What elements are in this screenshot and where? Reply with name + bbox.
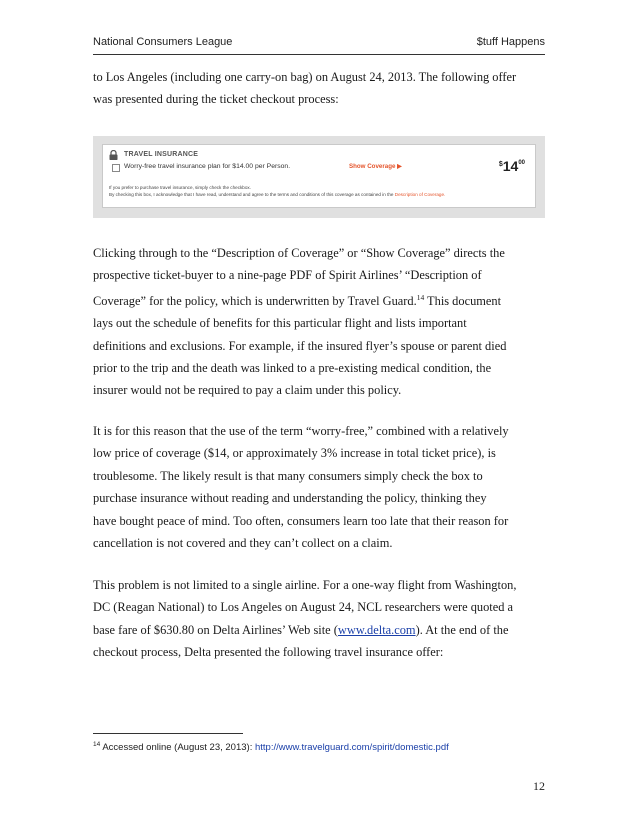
text-line: have bought peace of mind. Too often, consumers learn too late that their reason for bbox=[93, 513, 509, 528]
paragraph-1 bbox=[93, 66, 545, 111]
insurance-agreement-text bbox=[109, 192, 445, 197]
lock-icon bbox=[109, 150, 118, 160]
header-title: $tuff Happens bbox=[476, 36, 545, 48]
footnote-ref: 14 bbox=[416, 292, 425, 302]
paragraph-3 bbox=[93, 420, 545, 554]
text-line: definitions and exclusions. For example, if the insured flyer’s spouse or parent died bbox=[93, 338, 507, 353]
insurance-price bbox=[499, 158, 525, 176]
show-coverage-link[interactable]: Show Coverage ▶ bbox=[349, 163, 402, 170]
footnote-url-link[interactable]: http://www.travelguard.com/spirit/domestic.pdf bbox=[254, 742, 449, 753]
delta-website-link[interactable]: www.delta.com bbox=[337, 622, 416, 637]
text-line: cancellation is not covered and they can’t collect on a claim. bbox=[93, 536, 393, 551]
text-line: prior to the trip and the death was linked to a pre-existing medical condition, the bbox=[93, 361, 492, 376]
insurance-fine-print: If you prefer to purchase travel insurance, simply check the checkbox. bbox=[109, 185, 251, 190]
text-line: was presented during the ticket checkout process: bbox=[93, 92, 339, 107]
price-dollars: 14 bbox=[502, 158, 519, 174]
price-cents: 00 bbox=[518, 160, 525, 166]
agreement-text: By checking this box, I acknowledge that I have read, understand and agree to the terms and conditions of this coverage as contained in the bbox=[109, 192, 394, 197]
text-fragment: base fare of $630.80 on Delta Airlines’ Web site ( bbox=[93, 622, 338, 637]
text-line: Clicking through to the “Description of Coverage” or “Show Coverage” directs the bbox=[93, 246, 505, 260]
footnote-rule bbox=[93, 733, 243, 734]
text-line: troublesome. The likely result is that many consumers simply check the box to bbox=[93, 468, 483, 483]
text-fragment: ). At the end of the bbox=[415, 622, 509, 637]
text-line: to Los Angeles (including one carry-on bag) on August 24, 2013. The following offer bbox=[93, 70, 517, 84]
paragraph-4 bbox=[93, 574, 545, 664]
header-rule bbox=[93, 54, 545, 55]
text-line: checkout process, Delta presented the following travel insurance offer: bbox=[93, 645, 444, 660]
price-currency: $ bbox=[498, 161, 503, 168]
text-line bbox=[93, 287, 545, 312]
text-fragment: This document bbox=[424, 293, 502, 308]
text-line: It is for this reason that the use of the term “worry-free,” combined with a relatively bbox=[93, 424, 509, 438]
description-of-coverage-link[interactable]: Description of Coverage. bbox=[394, 192, 446, 197]
text-line: DC (Reagan National) to Los Angeles on August 24, NCL researchers were quoted a bbox=[93, 600, 514, 615]
text-fragment: Coverage” for the policy, which is underwritten by Travel Guard. bbox=[93, 293, 417, 308]
footnote-text: Accessed online (August 23, 2013): bbox=[100, 742, 255, 753]
insurance-offer-screenshot bbox=[93, 136, 545, 218]
text-line: prospective ticket-buyer to a nine-page PDF of Spirit Airlines’ “Description of bbox=[93, 268, 482, 283]
insurance-checkbox[interactable] bbox=[112, 164, 120, 172]
text-line: purchase insurance without reading and understanding the policy, thinking they bbox=[93, 491, 487, 506]
text-line bbox=[93, 619, 545, 641]
insurance-offer-text: Worry-free travel insurance plan for $14.00 per Person. bbox=[124, 163, 291, 170]
text-line: low price of coverage ($14, or approximately 3% increase in total ticket price), is bbox=[93, 446, 496, 461]
header-organization: National Consumers League bbox=[93, 36, 233, 48]
footnote-14 bbox=[93, 741, 545, 753]
text-line: This problem is not limited to a single airline. For a one-way flight from Washington, bbox=[93, 578, 517, 592]
text-line: lays out the schedule of benefits for this particular flight and lists important bbox=[93, 316, 467, 331]
insurance-title: TRAVEL INSURANCE bbox=[124, 151, 199, 158]
text-line: insurer would not be required to pay a claim under this policy. bbox=[93, 383, 402, 398]
page-number: 12 bbox=[533, 779, 545, 793]
footnote-number: 14 bbox=[93, 741, 101, 748]
paragraph-2 bbox=[93, 242, 545, 402]
insurance-offer-panel bbox=[102, 144, 536, 208]
